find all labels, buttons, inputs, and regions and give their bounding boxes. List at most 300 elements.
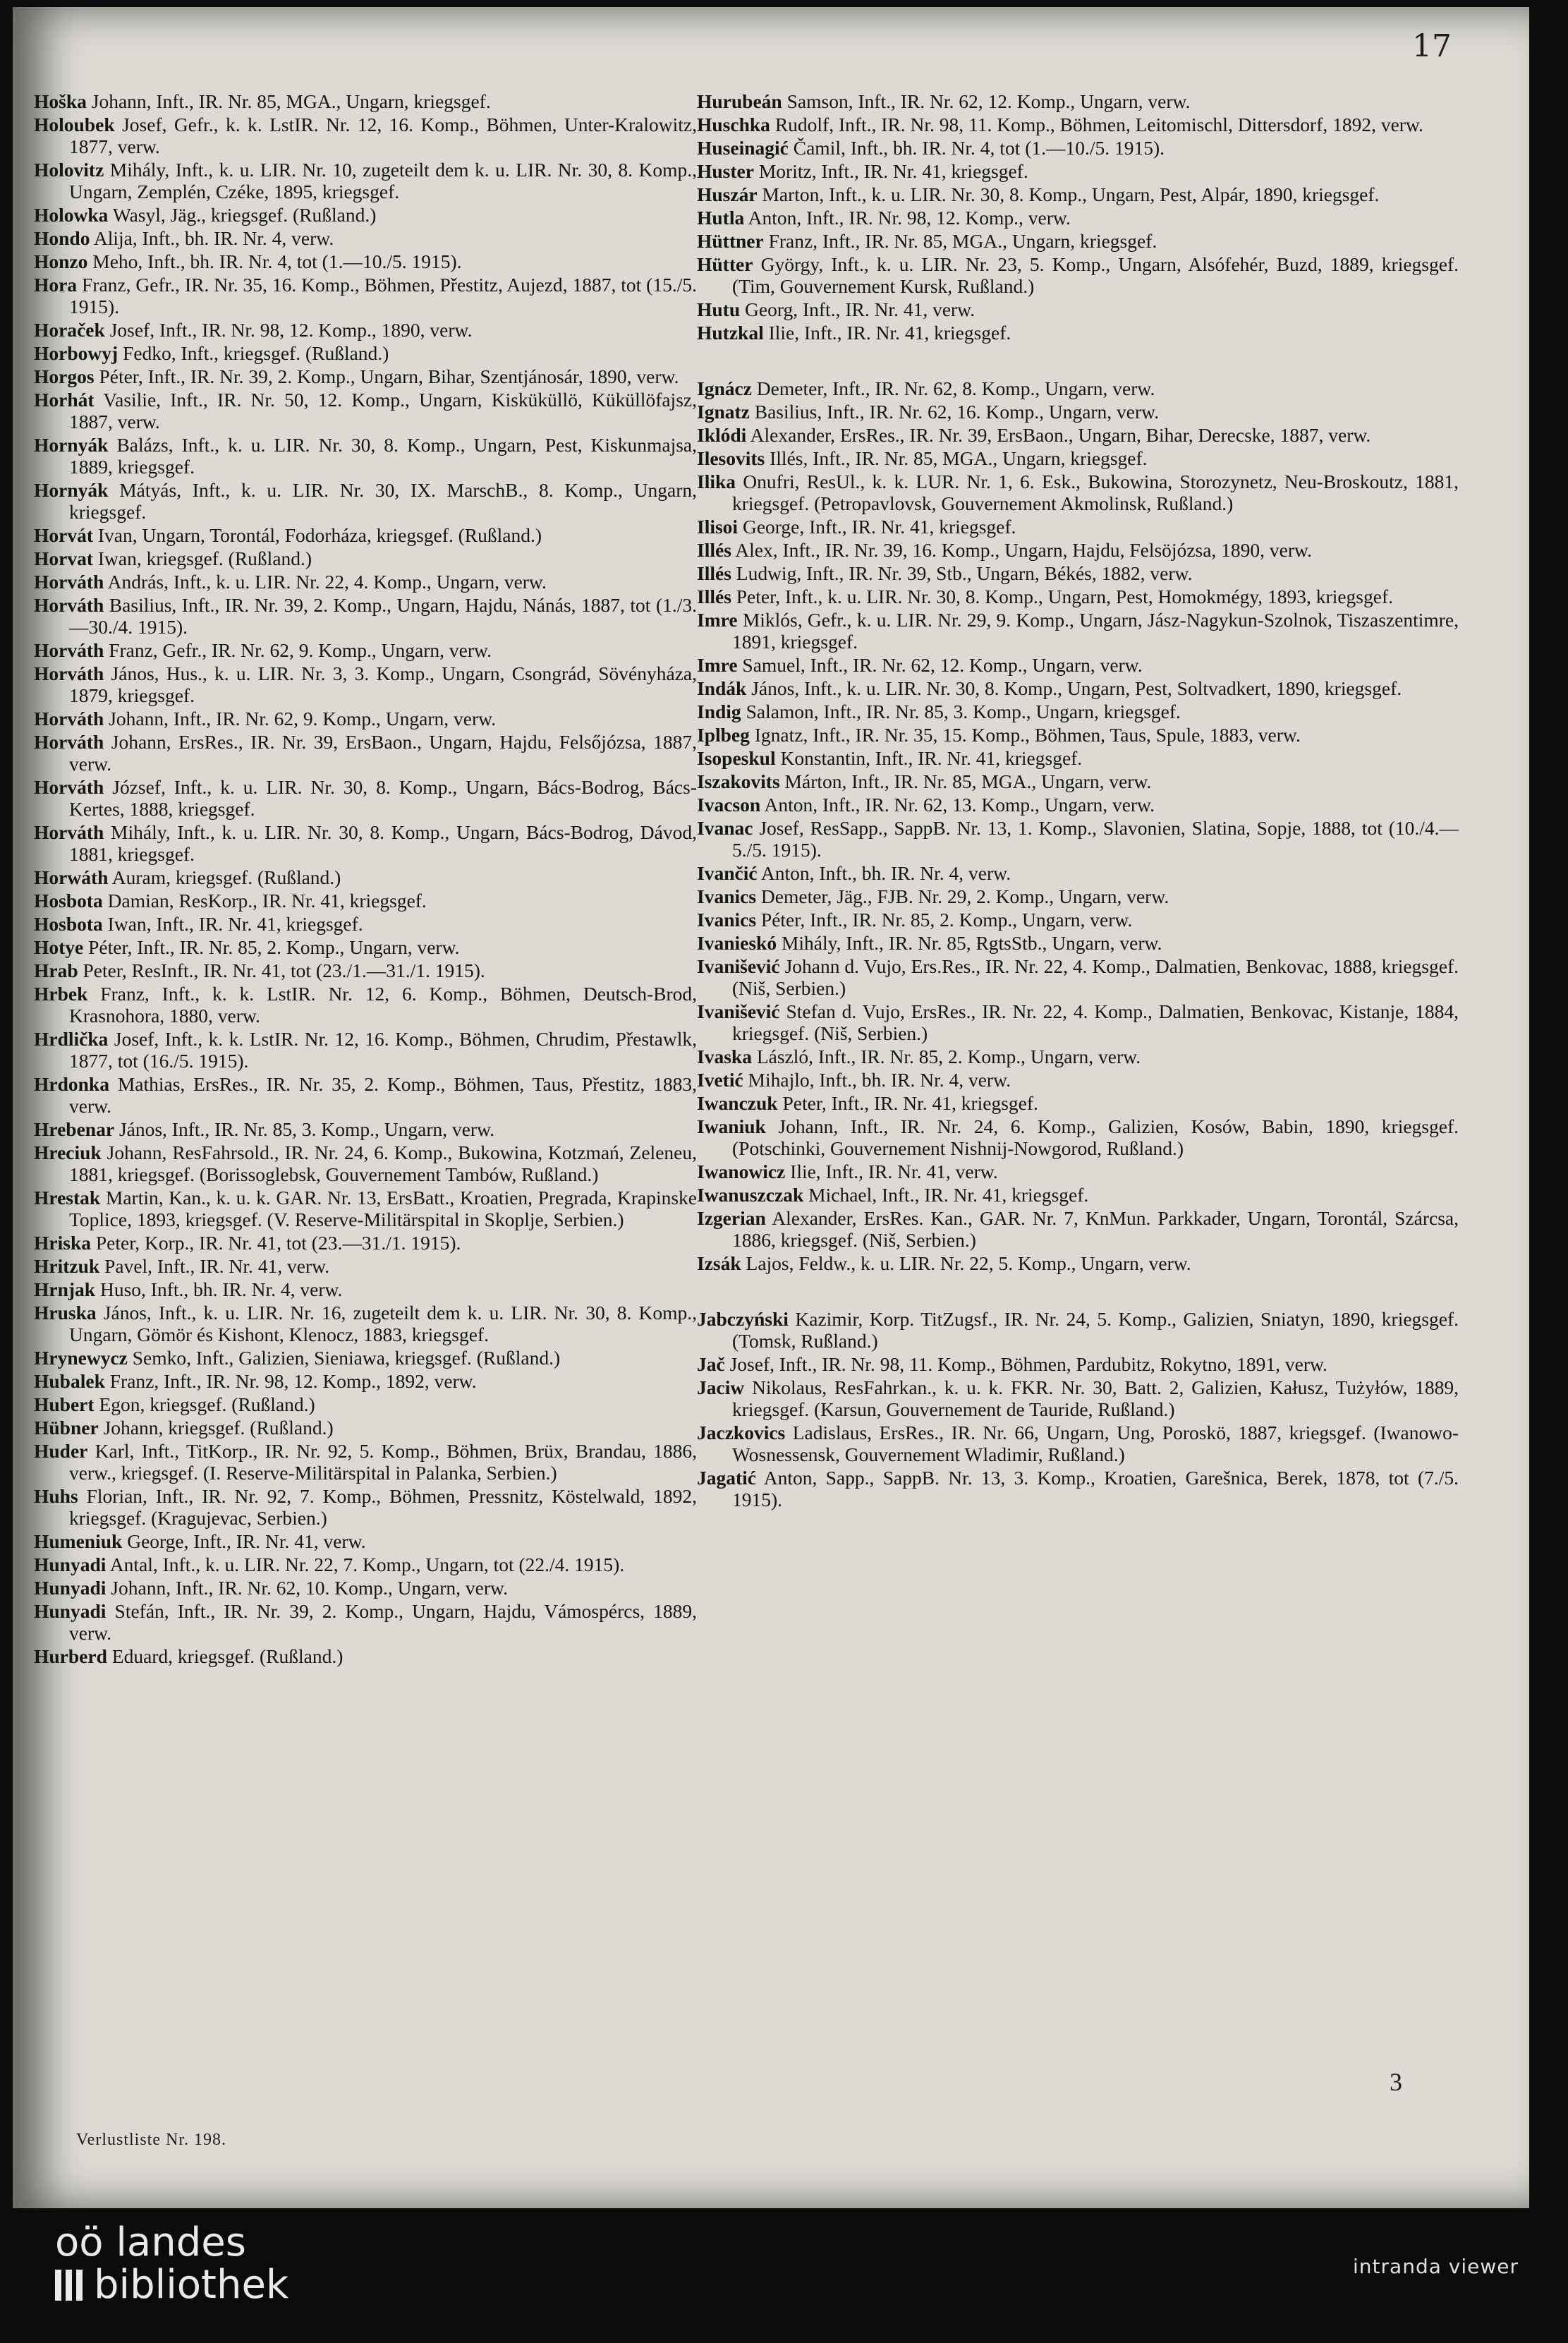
list-item — [697, 401, 1459, 423]
entry-details: Anton, Inft., IR. Nr. 98, 12. Komp., verw. — [744, 207, 1071, 229]
list-item — [34, 1600, 697, 1644]
entry-details: János, Inft., k. u. LIR. Nr. 30, 8. Komp., Ungarn, Pest, Soltvadkert, 1890, kriegsgef. — [746, 677, 1402, 699]
entry-surname: Jaciw — [697, 1376, 745, 1398]
entry-surname: Hütter — [697, 253, 753, 275]
entry-details: András, Inft., k. u. LIR. Nr. 22, 4. Komp., Ungarn, verw. — [104, 571, 547, 593]
entry-surname: Iwanczuk — [697, 1092, 778, 1114]
entry-details: Auram, kriegsgef. (Rußland.) — [108, 866, 341, 888]
list-item — [697, 1422, 1459, 1465]
entry-surname: Horbowyj — [34, 342, 118, 364]
entry-details: József, Inft., k. u. LIR. Nr. 30, 8. Komp., Ungarn, Bács-Bodrog, Bács-Kertes, 1888, kriegsgef. — [69, 776, 697, 820]
list-item — [697, 1353, 1459, 1375]
list-item — [34, 90, 697, 112]
entry-surname: Ivetić — [697, 1069, 743, 1091]
entry-details: János, Inft., IR. Nr. 85, 3. Komp., Ungarn, verw. — [114, 1118, 495, 1140]
entry-surname: Illés — [697, 539, 731, 561]
entry-surname: Hriska — [34, 1232, 91, 1254]
list-item — [34, 274, 697, 317]
list-item — [34, 594, 697, 638]
entry-details: Péter, Inft., IR. Nr. 85, 2. Komp., Ungarn, verw. — [83, 936, 460, 958]
entry-surname: Huschka — [697, 114, 770, 135]
entry-surname: Jagatić — [697, 1467, 757, 1489]
entry-surname: Hosbota — [34, 890, 103, 912]
entry-surname: Horgos — [34, 365, 95, 387]
list-item — [34, 227, 697, 249]
entry-surname: Horhát — [34, 389, 95, 411]
entry-details: Franz, Gefr., IR. Nr. 62, 9. Komp., Ungarn, verw. — [104, 639, 492, 661]
list-item — [34, 936, 697, 958]
entry-details: Mihály, Inft., k. u. LIR. Nr. 30, 8. Komp., Ungarn, Bács-Bodrog, Dávod, 1881, kriegsgef. — [69, 821, 697, 865]
entry-surname: Indig — [697, 701, 741, 722]
list-item — [697, 747, 1459, 769]
entry-surname: Hunyadi — [34, 1577, 107, 1599]
list-item — [697, 90, 1459, 112]
list-item — [697, 539, 1459, 561]
entry-details: Michael, Inft., IR. Nr. 41, kriegsgef. — [803, 1184, 1089, 1206]
page-number: 17 — [1412, 28, 1452, 64]
entry-surname: Isopeskul — [697, 747, 776, 769]
list-item — [34, 114, 697, 157]
entry-details: Mathias, ErsRes., IR. Nr. 35, 2. Komp., Böhmen, Taus, Přestitz, 1883, verw. — [69, 1073, 697, 1117]
entry-surname: Hrbek — [34, 983, 88, 1005]
entry-surname: Ivanac — [697, 817, 753, 839]
entry-surname: Holowka — [34, 204, 109, 226]
entry-surname: Jabczyński — [697, 1308, 789, 1330]
entry-surname: Izsák — [697, 1252, 741, 1274]
entry-surname: Ignácz — [697, 377, 752, 399]
entry-details: János, Inft., k. u. LIR. Nr. 16, zugeteilt dem k. u. LIR. Nr. 30, 8. Komp., Ungarn, Gömör és Kishont, Klenocz, 1883, kriegsgef. — [69, 1302, 697, 1345]
entry-details: Ladislaus, ErsRes., IR. Nr. 66, Ungarn, Ung, Poroskö, 1887, kriegsgef. (Iwanowo-Wosnessensk, Gouvernement Wladimir, Rußland.) — [732, 1422, 1459, 1465]
entry-details: Florian, Inft., IR. Nr. 92, 7. Komp., Böhmen, Pressnitz, Köstelwald, 1892, kriegsgef. (Kragujevac, Serbien.) — [69, 1485, 697, 1529]
entry-surname: Hübner — [34, 1417, 99, 1439]
entry-surname: Iwaniuk — [697, 1115, 766, 1137]
entry-details: Johann, Inft., IR. Nr. 24, 6. Komp., Galizien, Kosów, Babin, 1890, kriegsgef. (Potschinki, Gouvernement Nishnij-Nowgorod, Rußland.) — [732, 1115, 1459, 1159]
entry-details: Alex, Inft., IR. Nr. 39, 16. Komp., Ungarn, Hajdu, Felsöjózsa, 1890, verw. — [731, 539, 1312, 561]
entry-details: Peter, Inft., k. u. LIR. Nr. 30, 8. Komp., Ungarn, Pest, Homokmégy, 1893, kriegsgef. — [731, 586, 1393, 607]
entry-surname: Jaczkovics — [697, 1422, 786, 1443]
section-gap — [697, 345, 1459, 377]
entry-details: Iwan, Inft., IR. Nr. 41, kriegsgef. — [102, 913, 363, 935]
entry-surname: Hritzuk — [34, 1255, 100, 1277]
right-column — [697, 90, 1459, 1512]
list-item — [34, 983, 697, 1027]
list-item — [34, 821, 697, 865]
entry-surname: Izgerian — [697, 1207, 766, 1229]
entry-details: Josef, ResSapp., SappB. Nr. 13, 1. Komp., Slavonien, Slatina, Sopje, 1888, tot (10./4.—5./5. 1915). — [732, 817, 1459, 861]
entry-surname: Ivaska — [697, 1046, 752, 1067]
list-item — [34, 389, 697, 432]
entry-surname: Hornyák — [34, 479, 109, 501]
list-item — [697, 424, 1459, 446]
list-item — [697, 770, 1459, 792]
entry-surname: Hubert — [34, 1393, 95, 1415]
list-item — [697, 1115, 1459, 1159]
entry-surname: Hora — [34, 274, 78, 296]
list-item — [697, 1207, 1459, 1251]
entry-surname: Ilisoi — [697, 516, 739, 538]
entry-surname: Iszakovits — [697, 770, 780, 792]
section-gap — [697, 1276, 1459, 1308]
list-item — [697, 1069, 1459, 1091]
entry-surname: Jač — [697, 1353, 725, 1375]
list-item — [697, 322, 1459, 344]
entry-details: Johann d. Vujo, Ers.Res., IR. Nr. 22, 4. Komp., Dalmatien, Benkovac, 1888, kriegsgef. (Niš, Serbien.) — [732, 955, 1459, 999]
entry-surname: Hrab — [34, 959, 78, 981]
entry-details: Johann, Inft., IR. Nr. 62, 9. Komp., Ungarn, verw. — [104, 708, 497, 729]
entry-details: Konstantin, Inft., IR. Nr. 41, kriegsgef. — [775, 747, 1083, 769]
entry-details: Vasilie, Inft., IR. Nr. 50, 12. Komp., Ungarn, Kisküküllö, Küküllöfajsz, 1887, verw. — [69, 389, 697, 432]
entry-surname: Hunyadi — [34, 1554, 107, 1575]
entry-surname: Ignatz — [697, 401, 750, 423]
entry-details: Rudolf, Inft., IR. Nr. 98, 11. Komp., Böhmen, Leitomischl, Dittersdorf, 1892, verw. — [770, 114, 1423, 135]
entry-surname: Iwanowicz — [697, 1161, 786, 1182]
entry-details: Mihály, Inft., k. u. LIR. Nr. 10, zugeteilt dem k. u. LIR. Nr. 30, 8. Komp., Ungarn, Zemplén, Czéke, 1895, kriegsgef. — [69, 159, 697, 202]
list-item — [697, 562, 1459, 584]
list-item — [34, 1255, 697, 1277]
entry-surname: Hruska — [34, 1302, 97, 1324]
list-item — [697, 1467, 1459, 1510]
entry-surname: Hutu — [697, 298, 741, 320]
entry-details: Moritz, Inft., IR. Nr. 41, kriegsgef. — [753, 160, 1028, 182]
list-item — [34, 1485, 697, 1529]
entry-surname: Ivacson — [697, 794, 761, 816]
list-item — [34, 662, 697, 706]
entry-surname: Indák — [697, 677, 747, 699]
entry-details: Basilius, Inft., IR. Nr. 62, 16. Komp., Ungarn, verw. — [749, 401, 1160, 423]
entry-surname: Hüttner — [697, 230, 764, 252]
list-item — [697, 1000, 1459, 1044]
entry-surname: Horváth — [34, 776, 104, 798]
list-item — [697, 609, 1459, 653]
entry-surname: Hutzkal — [697, 322, 764, 344]
list-item — [697, 932, 1459, 954]
entry-details: Franz, Gefr., IR. Nr. 35, 16. Komp., Böhmen, Přestitz, Aujezd, 1887, tot (15./5. 1915). — [69, 274, 697, 317]
list-item — [34, 204, 697, 226]
entry-surname: Hrdlička — [34, 1028, 109, 1050]
entry-surname: Horváth — [34, 708, 104, 729]
entry-details: Alexander, ErsRes. Kan., GAR. Nr. 7, KnMun. Parkkader, Ungarn, Torontál, Szárcsa, 1886, kriegsgef. (Niš, Serbien.) — [732, 1207, 1459, 1251]
left-column — [34, 90, 697, 1669]
entry-details: Johann, ErsRes., IR. Nr. 39, ErsBaon., Ungarn, Hajdu, Felsőjózsa, 1887, verw. — [69, 731, 697, 775]
list-item — [34, 1302, 697, 1345]
entry-details: Ignatz, Inft., IR. Nr. 35, 15. Komp., Böhmen, Taus, Spule, 1883, verw. — [749, 724, 1301, 746]
entry-details: Ilie, Inft., IR. Nr. 41, kriegsgef. — [763, 322, 1011, 344]
entry-details: Antal, Inft., k. u. LIR. Nr. 22, 7. Komp., Ungarn, tot (22./4. 1915). — [106, 1554, 625, 1575]
entry-surname: Ivanišević — [697, 1000, 780, 1022]
list-item — [697, 1161, 1459, 1182]
list-item — [34, 1370, 697, 1392]
scanned-page — [13, 7, 1529, 2208]
entry-surname: Huder — [34, 1440, 88, 1462]
entry-surname: Hurubeán — [697, 90, 782, 112]
list-item — [697, 1252, 1459, 1274]
list-item — [34, 1530, 697, 1552]
list-item — [697, 677, 1459, 699]
entry-details: Mihály, Inft., IR. Nr. 85, RgtsStb., Ungarn, verw. — [777, 932, 1162, 954]
entry-details: Semko, Inft., Galizien, Sieniawa, kriegsgef. (Rußland.) — [127, 1347, 561, 1369]
entry-details: Josef, Inft., IR. Nr. 98, 11. Komp., Böhmen, Pardubitz, Rokytno, 1891, verw. — [724, 1353, 1327, 1375]
entry-surname: Horváth — [34, 639, 104, 661]
entry-details: Demeter, Jäg., FJB. Nr. 29, 2. Komp., Ungarn, verw. — [756, 885, 1169, 907]
list-item — [697, 114, 1459, 135]
entry-details: Damian, ResKorp., IR. Nr. 41, kriegsgef. — [102, 890, 427, 912]
list-item — [34, 365, 697, 387]
list-item — [34, 1440, 697, 1484]
entry-details: Nikolaus, ResFahrkan., k. u. k. FKR. Nr. 30, Batt. 2, Galizien, Kałusz, Tużyłów, 1889, kriegsgef. (Karsun, Gouvernement de Tauride, Rußland.) — [732, 1376, 1459, 1420]
entry-details: Péter, Inft., IR. Nr. 39, 2. Komp., Ungarn, Bihar, Szentjánosár, 1890, verw. — [94, 365, 679, 387]
entry-details: Ludwig, Inft., IR. Nr. 39, Stb., Ungarn, Békés, 1882, verw. — [731, 562, 1193, 584]
list-item — [34, 1028, 697, 1072]
entry-surname: Horaček — [34, 319, 105, 341]
list-item — [697, 654, 1459, 676]
entry-surname: Hurberd — [34, 1645, 107, 1667]
list-item — [34, 731, 697, 775]
list-item — [697, 377, 1459, 399]
entry-details: János, Hus., k. u. LIR. Nr. 3, 3. Komp., Ungarn, Csongrád, Sövényháza, 1879, kriegsgef. — [69, 662, 697, 706]
signature-mark: 3 — [1390, 2068, 1402, 2096]
entry-details: Huso, Inft., bh. IR. Nr. 4, verw. — [95, 1278, 343, 1300]
entry-details: Iwan, kriegsgef. (Rußland.) — [93, 547, 312, 569]
entry-details: George, Inft., IR. Nr. 41, verw. — [122, 1530, 366, 1552]
entry-details: Karl, Inft., TitKorp., IR. Nr. 92, 5. Komp., Böhmen, Brüx, Brandau, 1886, verw., kriegsgef. (I. Reserve-Militärspital in Palanka, Serbien.) — [69, 1440, 697, 1484]
list-item — [34, 524, 697, 546]
list-item — [34, 1554, 697, 1575]
entry-surname: Ivanišević — [697, 955, 780, 977]
entry-details: Péter, Inft., IR. Nr. 85, 2. Komp., Ungarn, verw. — [756, 909, 1133, 931]
list-item — [34, 1278, 697, 1300]
entry-surname: Huseinagić — [697, 137, 789, 159]
list-item — [34, 571, 697, 593]
list-item — [697, 955, 1459, 999]
entry-surname: Hondo — [34, 227, 90, 249]
entry-details: Peter, ResInft., IR. Nr. 41, tot (23./1.—31./1. 1915). — [78, 959, 485, 981]
entry-details: Samson, Inft., IR. Nr. 62, 12. Komp., Ungarn, verw. — [782, 90, 1191, 112]
list-item — [34, 913, 697, 935]
entry-details: Ivan, Ungarn, Torontál, Fodorháza, kriegsgef. (Rußland.) — [93, 524, 542, 546]
entry-details: Josef, Gefr., k. k. LstIR. Nr. 12, 16. Komp., Böhmen, Unter-Kralowitz, 1877, verw. — [69, 114, 697, 157]
entry-details: Johann, ResFahrsold., IR. Nr. 24, 6. Komp., Bukowina, Kotzmań, Zeleneu, 1881, kriegsgef. (Borissoglebsk, Gouvernement Tambów, Rußland.) — [69, 1142, 697, 1185]
list-item — [697, 885, 1459, 907]
entry-details: Martin, Kan., k. u. k. GAR. Nr. 13, ErsBatt., Kroatien, Pregrada, Krapinske Toplice, 1893, kriegsgef. (V. Reserve-Militärspital in Skoplje, Serbien.) — [69, 1187, 697, 1230]
entry-details: Kazimir, Korp. TitZugsf., IR. Nr. 24, 5. Komp., Galizien, Sniatyn, 1890, kriegsgef. (Tomsk, Rußland.) — [732, 1308, 1459, 1352]
entry-details: Salamon, Inft., IR. Nr. 85, 3. Komp., Ungarn, kriegsgef. — [741, 701, 1181, 722]
entry-surname: Ivanics — [697, 909, 757, 931]
list-item — [697, 794, 1459, 816]
entry-surname: Hrebenar — [34, 1118, 115, 1140]
list-item — [34, 547, 697, 569]
entry-details: Pavel, Inft., IR. Nr. 41, verw. — [99, 1255, 330, 1277]
list-item — [34, 342, 697, 364]
entry-surname: Hrestak — [34, 1187, 101, 1209]
entry-surname: Huhs — [34, 1485, 78, 1507]
entry-details: Basilius, Inft., IR. Nr. 39, 2. Komp., Ungarn, Hajdu, Nánás, 1887, tot (1./3.—30./4. 1915). — [69, 594, 697, 638]
entry-details: György, Inft., k. u. LIR. Nr. 23, 5. Komp., Ungarn, Alsófehér, Buzd, 1889, kriegsgef. (Tim, Gouvernement Kursk, Rußland.) — [732, 253, 1459, 297]
list-item — [34, 776, 697, 820]
entry-surname: Honzo — [34, 250, 88, 272]
library-logo — [55, 2222, 288, 2306]
entry-details: Franz, Inft., IR. Nr. 85, MGA., Ungarn, kriegsgef. — [763, 230, 1157, 252]
entry-surname: Iklódi — [697, 424, 747, 446]
list-item — [34, 890, 697, 912]
viewer-brand: intranda viewer — [1353, 2255, 1519, 2278]
list-item — [697, 701, 1459, 722]
list-item — [34, 1232, 697, 1254]
entry-details: László, Inft., IR. Nr. 85, 2. Komp., Ungarn, verw. — [751, 1046, 1141, 1067]
entry-surname: Imre — [697, 609, 738, 631]
entry-details: Samuel, Inft., IR. Nr. 62, 12. Komp., Ungarn, verw. — [737, 654, 1143, 676]
entry-details: Eduard, kriegsgef. (Rußland.) — [107, 1645, 344, 1667]
entry-surname: Horváth — [34, 662, 104, 684]
entry-details: Lajos, Feldw., k. u. LIR. Nr. 22, 5. Komp., Ungarn, verw. — [741, 1252, 1191, 1274]
list-item — [34, 1073, 697, 1117]
entry-details: Peter, Korp., IR. Nr. 41, tot (23.—31./1. 1915). — [90, 1232, 461, 1254]
entry-surname: Huster — [697, 160, 754, 182]
list-item — [34, 159, 697, 202]
entry-surname: Imre — [697, 654, 738, 676]
entry-surname: Hotye — [34, 936, 84, 958]
list-item — [34, 479, 697, 523]
list-item — [34, 1577, 697, 1599]
list-item — [697, 724, 1459, 746]
list-item — [697, 471, 1459, 514]
entry-details: Anton, Inft., IR. Nr. 62, 13. Komp., Ungarn, verw. — [760, 794, 1155, 816]
entry-surname: Hrdonka — [34, 1073, 109, 1095]
entry-surname: Hunyadi — [34, 1600, 107, 1622]
entry-details: Ilie, Inft., IR. Nr. 41, verw. — [785, 1161, 998, 1182]
entry-details: Márton, Inft., IR. Nr. 85, MGA., Ungarn, verw. — [779, 770, 1152, 792]
list-item — [34, 1142, 697, 1185]
entry-details: Fedko, Inft., kriegsgef. (Rußland.) — [118, 342, 389, 364]
list-item — [34, 250, 697, 272]
entry-surname: Hutla — [697, 207, 745, 229]
list-item — [34, 639, 697, 661]
list-item — [697, 298, 1459, 320]
entry-details: Josef, Inft., k. k. LstIR. Nr. 12, 16. Komp., Böhmen, Chrudim, Přestawlk, 1877, tot (16./5. 1915). — [69, 1028, 697, 1072]
entry-surname: Holovitz — [34, 159, 104, 181]
list-item — [34, 959, 697, 981]
list-item — [34, 1645, 697, 1667]
footer-line: Verlustliste Nr. 198. — [76, 2131, 226, 2149]
list-item — [697, 1376, 1459, 1420]
entry-details: Demeter, Inft., IR. Nr. 62, 8. Komp., Ungarn, verw. — [751, 377, 1155, 399]
entry-surname: Hubalek — [34, 1370, 105, 1392]
entry-details: Anton, Sapp., SappB. Nr. 13, 3. Komp., Kroatien, Garešnica, Berek, 1878, tot (7./5. 1915). — [732, 1467, 1459, 1510]
list-item — [34, 866, 697, 888]
list-item — [697, 1184, 1459, 1206]
entry-surname: Horvat — [34, 547, 94, 569]
entry-details: Johann, Inft., IR. Nr. 85, MGA., Ungarn, kriegsgef. — [86, 90, 491, 112]
list-item — [697, 1308, 1459, 1352]
entry-details: Franz, Inft., IR. Nr. 98, 12. Komp., 1892, verw. — [104, 1370, 477, 1392]
list-item — [697, 207, 1459, 229]
entry-surname: Holoubek — [34, 114, 115, 135]
list-item — [34, 708, 697, 729]
list-item — [34, 1118, 697, 1140]
entry-surname: Humeniuk — [34, 1530, 123, 1552]
list-item — [34, 1393, 697, 1415]
entry-details: Wasyl, Jäg., kriegsgef. (Rußland.) — [108, 204, 377, 226]
entry-details: Alexander, ErsRes., IR. Nr. 39, ErsBaon., Ungarn, Bihar, Derecske, 1887, verw. — [746, 424, 1371, 446]
entry-details: Peter, Inft., IR. Nr. 41, kriegsgef. — [777, 1092, 1038, 1114]
entry-surname: Iwanuszczak — [697, 1184, 804, 1206]
entry-surname: Huszár — [697, 183, 758, 205]
entry-details: Mátyás, Inft., k. u. LIR. Nr. 30, IX. MarschB., 8. Komp., Ungarn, kriegsgef. — [69, 479, 697, 523]
entry-surname: Horvát — [34, 524, 94, 546]
entry-surname: Illés — [697, 586, 731, 607]
entry-details: Onufri, ResUl., k. k. LUR. Nr. 1, 6. Esk., Bukowina, Storozynetz, Neu-Broskoutz, 1881, kriegsgef. (Petropavlovsk, Gouvernement Akmolinsk, Rußland.) — [732, 471, 1459, 514]
entry-surname: Hornyák — [34, 434, 109, 456]
entry-surname: Horváth — [34, 731, 104, 753]
entry-surname: Hreciuk — [34, 1142, 102, 1163]
logo-line1: oö landes — [55, 2220, 246, 2265]
entry-details: Stefán, Inft., IR. Nr. 39, 2. Komp., Ungarn, Hajdu, Vámospércs, 1889, verw. — [69, 1600, 697, 1644]
list-item — [697, 183, 1459, 205]
entry-surname: Ivanieskó — [697, 932, 777, 954]
entry-details: Čamil, Inft., bh. IR. Nr. 4, tot (1.—10./5. 1915). — [788, 137, 1165, 159]
entry-surname: Horwáth — [34, 866, 109, 888]
entry-details: Georg, Inft., IR. Nr. 41, verw. — [740, 298, 976, 320]
entry-surname: Horváth — [34, 821, 104, 843]
entry-surname: Horváth — [34, 571, 104, 593]
list-item — [697, 447, 1459, 469]
list-item — [697, 253, 1459, 297]
entry-surname: Hrnjak — [34, 1278, 96, 1300]
list-item — [697, 1092, 1459, 1114]
entry-details: Meho, Inft., bh. IR. Nr. 4, tot (1.—10./5. 1915). — [87, 250, 462, 272]
list-item — [697, 909, 1459, 931]
list-item — [34, 434, 697, 478]
entry-surname: Hosbota — [34, 913, 103, 935]
entry-details: Miklós, Gefr., k. u. LIR. Nr. 29, 9. Komp., Ungarn, Jász-Nagykun-Szolnok, Tiszaszentimre, 1891, kriegsgef. — [732, 609, 1459, 653]
entry-surname: Hoška — [34, 90, 87, 112]
entry-surname: Ivančić — [697, 862, 758, 884]
entry-surname: Ivanics — [697, 885, 757, 907]
list-item — [697, 137, 1459, 159]
entry-details: Balázs, Inft., k. u. LIR. Nr. 30, 8. Komp., Ungarn, Pest, Kiskunmajsa, 1889, kriegsgef. — [69, 434, 697, 478]
list-item — [34, 1417, 697, 1439]
list-item — [697, 862, 1459, 884]
entry-details: Franz, Inft., k. k. LstIR. Nr. 12, 6. Komp., Böhmen, Deutsch-Brod, Krasnohora, 1880, verw. — [69, 983, 697, 1027]
entry-details: Illés, Inft., IR. Nr. 85, MGA., Ungarn, kriegsgef. — [765, 447, 1148, 469]
list-item — [34, 319, 697, 341]
entry-details: Johann, kriegsgef. (Rußland.) — [98, 1417, 334, 1439]
entry-surname: Horváth — [34, 594, 104, 616]
entry-details: Anton, Inft., bh. IR. Nr. 4, verw. — [757, 862, 1011, 884]
entry-details: Mihajlo, Inft., bh. IR. Nr. 4, verw. — [743, 1069, 1011, 1091]
list-item — [34, 1347, 697, 1369]
entry-details: Johann, Inft., IR. Nr. 62, 10. Komp., Ungarn, verw. — [106, 1577, 508, 1599]
entry-surname: Illés — [697, 562, 731, 584]
list-item — [697, 516, 1459, 538]
entry-surname: Ilesovits — [697, 447, 765, 469]
entry-details: George, Inft., IR. Nr. 41, kriegsgef. — [738, 516, 1016, 538]
list-item — [697, 230, 1459, 252]
entry-details: Stefan d. Vujo, ErsRes., IR. Nr. 22, 4. Komp., Dalmatien, Benkovac, Kistanje, 1884, kriegsgef. (Niš, Serbien.) — [732, 1000, 1459, 1044]
list-item — [34, 1187, 697, 1230]
entry-surname: Hrynewycz — [34, 1347, 128, 1369]
list-item — [697, 160, 1459, 182]
logo-line2: bibliothek — [94, 2262, 289, 2308]
entry-details: Marton, Inft., k. u. LIR. Nr. 30, 8. Komp., Ungarn, Pest, Alpár, 1890, kriegsgef. — [757, 183, 1380, 205]
entry-details: Egon, kriegsgef. (Rußland.) — [94, 1393, 315, 1415]
list-item — [697, 586, 1459, 607]
list-item — [697, 817, 1459, 861]
entry-surname: Ilika — [697, 471, 736, 492]
entry-surname: Iplbeg — [697, 724, 750, 746]
list-item — [697, 1046, 1459, 1067]
entry-details: Josef, Inft., IR. Nr. 98, 12. Komp., 1890, verw. — [104, 319, 473, 341]
entry-details: Alija, Inft., bh. IR. Nr. 4, verw. — [90, 227, 334, 249]
